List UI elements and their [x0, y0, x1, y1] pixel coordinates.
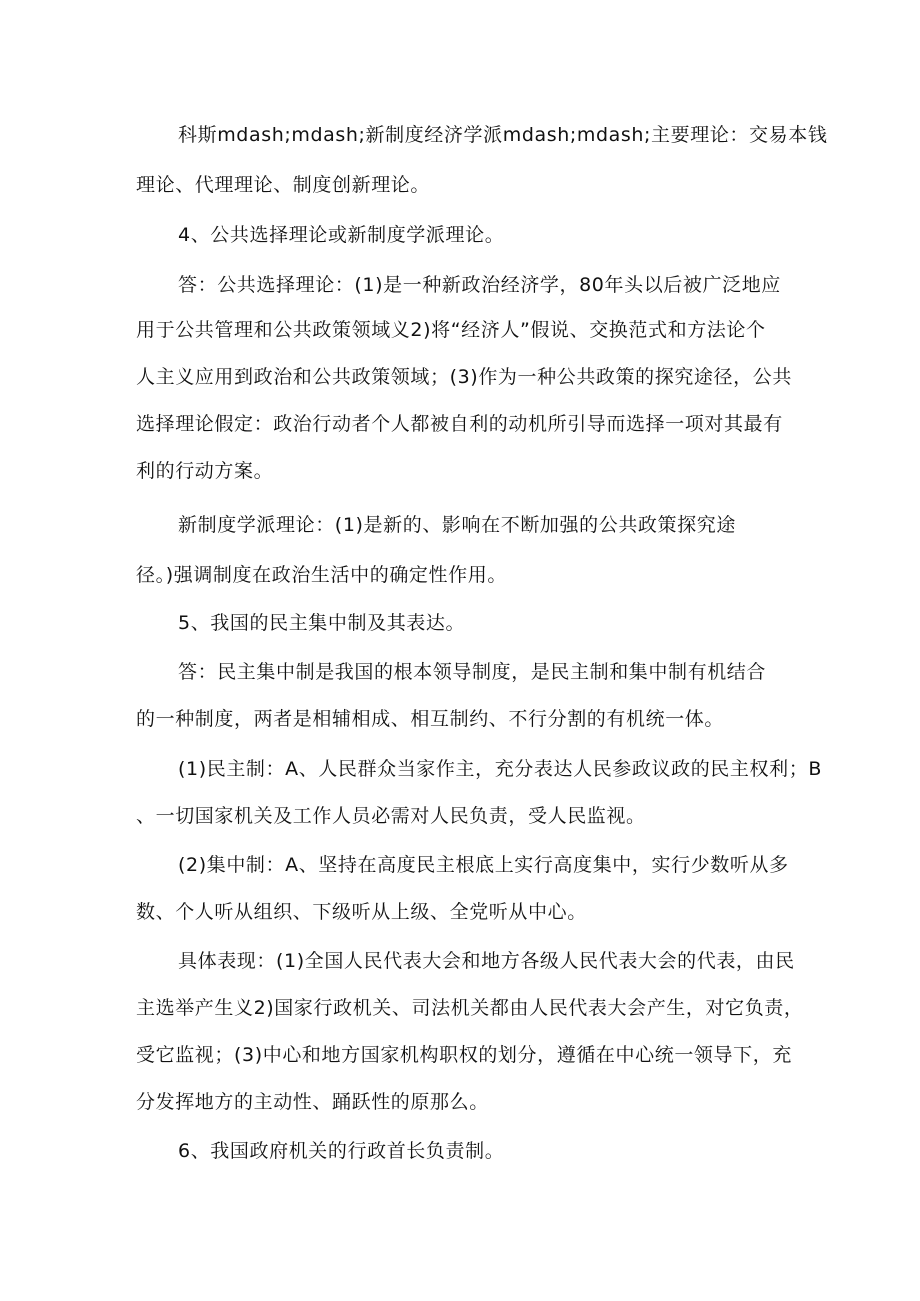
text-line: 人主义应用到政治和公共政策领域；(3)作为一种公共政策的探究途径，公共 [136, 366, 792, 388]
section-heading: 5、我国的民主集中制及其表达。 [178, 612, 466, 634]
section-heading: 6、我国政府机关的行政首长负责制。 [178, 1140, 505, 1162]
text-line: 具体表现：(1)全国人民代表大会和地方各级人民代表大会的代表，由民 [178, 950, 795, 972]
section-heading: 4、公共选择理论或新制度学派理论。 [178, 224, 505, 246]
text-line: 的一种制度，两者是相辅相成、相互制约、不行分割的有机统一体。 [136, 708, 725, 730]
text-line: 用于公共管理和公共政策领域义2)将“经济人”假说、交换范式和方法论个 [136, 319, 766, 341]
text-line: 、一切国家机关及工作人员必需对人民负责，受人民监视。 [136, 805, 646, 827]
text-line: 理论、代理理论、制度创新理论。 [136, 174, 431, 196]
text-line: 选择理论假定：政治行动者个人都被自利的动机所引导而选择一项对其最有 [136, 413, 783, 435]
text-line: 答：民主集中制是我国的根本领导制度，是民主制和集中制有机结合 [178, 661, 767, 683]
text-line: 科斯mdash;mdash;新制度经济学派mdash;mdash;主要理论：交易本钱 [178, 124, 828, 146]
text-line: 利的行动方案。 [136, 460, 274, 482]
text-line: 分发挥地方的主动性、踊跃性的原那么。 [136, 1091, 489, 1113]
text-line: 主选举产生义2)国家行政机关、司法机关都由人民代表大会产生，对它负责， [136, 997, 804, 1019]
text-line: 径。)强调制度在政治生活中的确定性作用。 [136, 564, 507, 586]
text-line: (2)集中制：A、坚持在高度民主根底上实行高度集中，实行少数听从多 [178, 854, 789, 876]
text-line: 新制度学派理论：(1)是新的、影响在不断加强的公共政策探究途 [178, 514, 736, 536]
text-line: 受它监视；(3)中心和地方国家机构职权的划分，遵循在中心统一领导下，充 [136, 1044, 792, 1066]
text-line: 数、个人听从组织、下级听从上级、全党听从中心。 [136, 901, 587, 923]
text-line: (1)民主制：A、人民群众当家作主，充分表达人民参政议政的民主权利；B [178, 758, 822, 780]
text-line: 答：公共选择理论：(1)是一种新政治经济学，80年头以后被广泛地应 [178, 274, 781, 296]
